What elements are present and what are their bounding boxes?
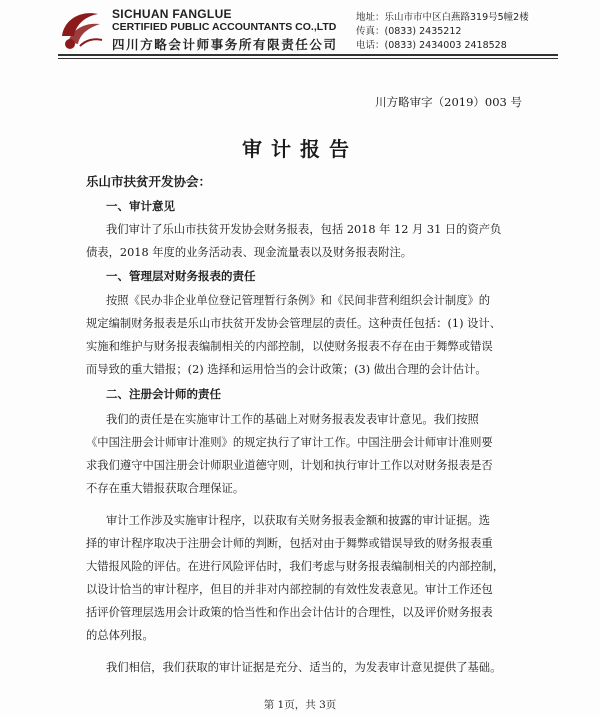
letterhead-rule-thin <box>58 58 558 59</box>
section-heading-opinion: 一、审计意见 <box>106 199 175 213</box>
page-footer: 第 1页，共 3页 <box>263 699 337 711</box>
section-heading-auditor: 二、注册会计师的责任 <box>106 387 221 401</box>
paragraph-line: 债表，2018 年度的业务活动表、现金流量表以及财务报表附注。 <box>86 246 413 259</box>
report-title: 审计报告 <box>242 137 358 161</box>
firm-name-cn: 四川方略会计师事务所有限责任公司 <box>112 37 338 52</box>
paragraph-line: 实施和维护与财务报表编制相关的内部控制，以使财务报表不存在由于舞弊或错误 <box>86 340 493 353</box>
paragraph-line: 审计工作涉及实施审计程序，以获取有关财务报表金额和披露的审计证据。选 <box>106 514 491 527</box>
paragraph-line: 择的审计程序取决于注册会计师的判断，包括对由于舞弊或错误导致的财务报表重 <box>86 537 493 550</box>
paragraph-line: 按照《民办非企业单位登记管理暂行条例》和《民间非营利组织会计制度》的 <box>106 294 491 307</box>
paragraph-line: 求我们遵守中国注册会计师职业道德守则，计划和执行审计工作以对财务报表是否 <box>86 459 493 472</box>
paragraph-line: 不存在重大错报获取合理保证。 <box>86 482 245 495</box>
firm-phone: 电话：(0833) 2434003 2418528 <box>356 40 507 51</box>
paragraph-line: 括评价管理层选用会计政策的恰当性和作出会计估计的合理性，以及评价财务报表 <box>86 606 493 619</box>
section-heading-management: 一、管理层对财务报表的责任 <box>106 269 256 283</box>
addressee: 乐山市扶贫开发协会： <box>86 174 212 189</box>
paragraph-line: 大错报风险的评估。在进行风险评估时，我们考虑与财务报表编制相关的内部控制， <box>86 560 504 573</box>
firm-name-en-line1: SICHUAN FANGLUE <box>112 7 232 21</box>
paragraph-line: 《中国注册会计师审计准则》的规定执行了审计工作。中国注册会计师审计准则要 <box>86 436 493 449</box>
firm-fax: 传真：(0833) 2435212 <box>356 26 462 37</box>
paragraph-line: 我们相信，我们获取的审计证据是充分、适当的，为发表审计意见提供了基础。 <box>106 661 502 674</box>
paragraph-line: 以设计恰当的审计程序，但目的并非对内部控制的有效性发表意见。审计工作还包 <box>86 583 493 596</box>
paragraph-line: 的总体列报。 <box>86 629 154 642</box>
firm-name-en-line2: CERTIFIED PUBLIC ACCOUNTANTS CO.,LTD <box>112 21 337 33</box>
paragraph-line: 我们审计了乐山市扶贫开发协会财务报表，包括 2018 年 12 月 31 日的资产负 <box>106 223 502 236</box>
paragraph-line: 规定编制财务报表是乐山市扶贫开发协会管理层的责任。这种责任包括：(1) 设计、 <box>86 317 501 330</box>
document-number: 川方略审字（2019）003 号 <box>375 95 522 109</box>
firm-address: 地址：乐山市市中区白燕路319号5幢2楼 <box>356 12 529 23</box>
paragraph-line: 而导致的重大错报；(2) 选择和运用恰当的会计政策；(3) 做出合理的会计估计。 <box>86 363 487 376</box>
paragraph-line: 我们的责任是在实施审计工作的基础上对财务报表发表审计意见。我们按照 <box>106 413 479 426</box>
letterhead-rule-thick <box>58 54 558 56</box>
firm-logo <box>58 6 104 52</box>
